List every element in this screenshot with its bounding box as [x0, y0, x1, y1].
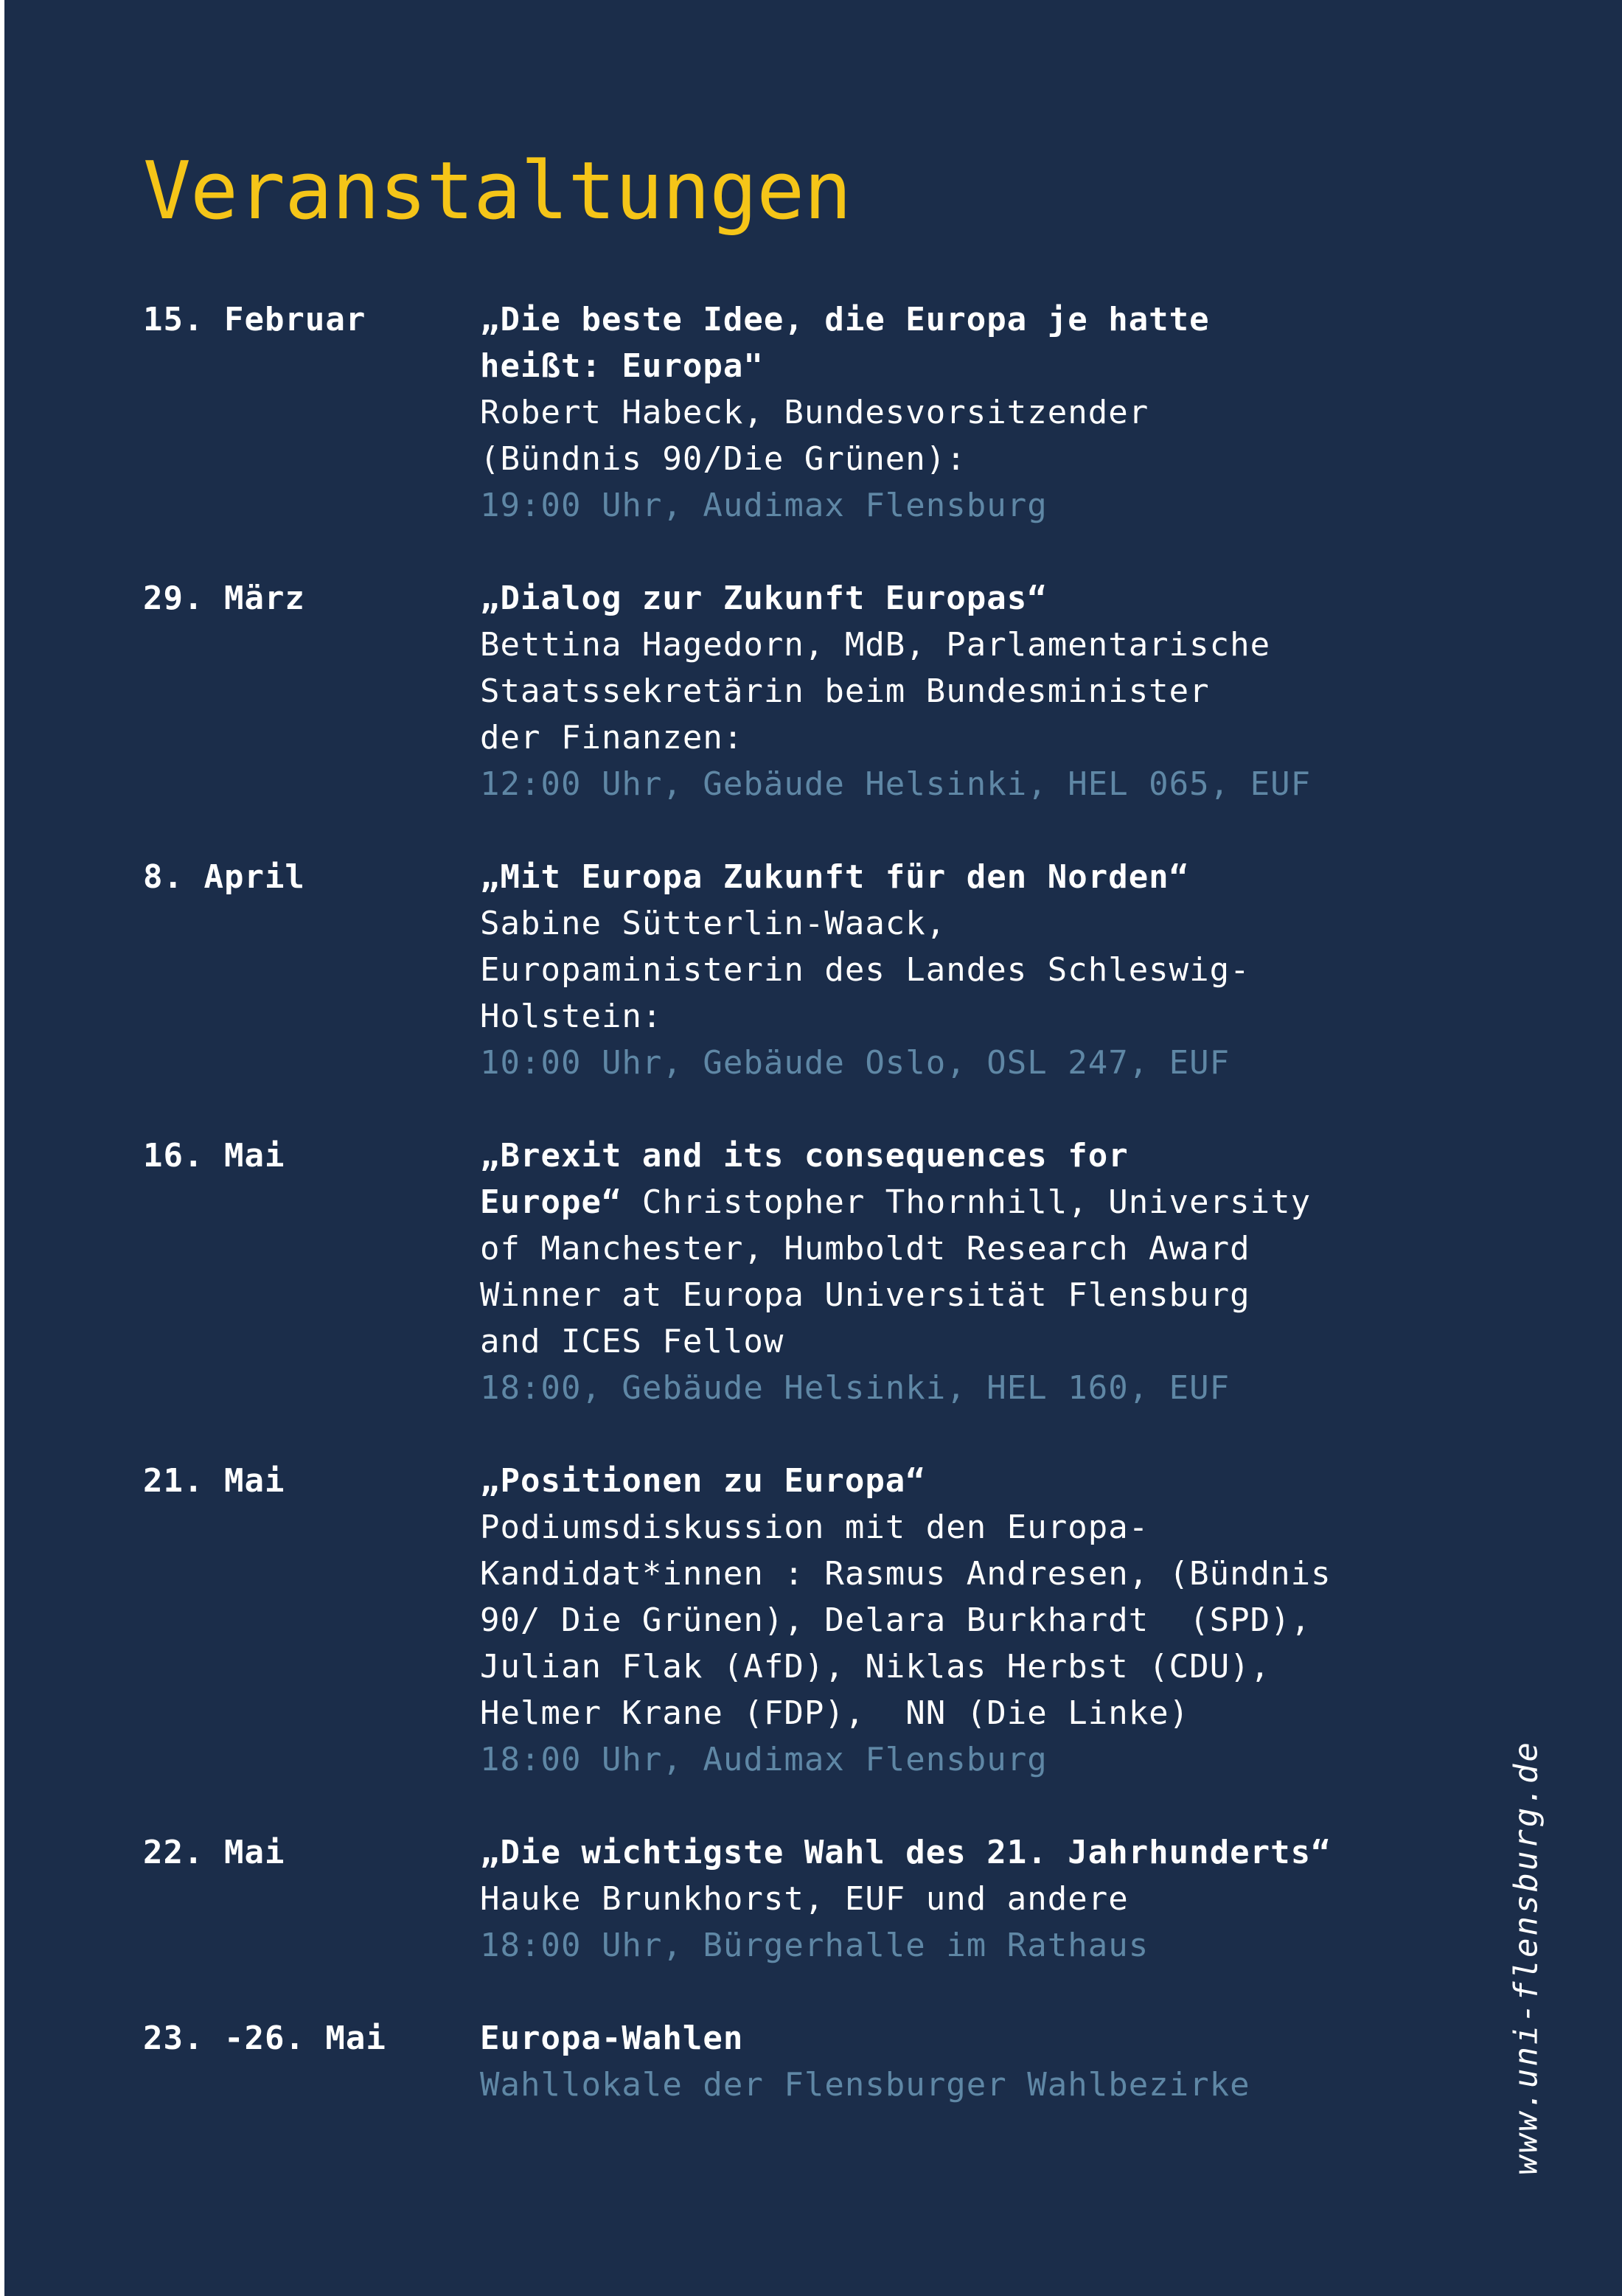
event-list	[143, 296, 1544, 2154]
event-speaker: Bettina Hagedorn, MdB, Parlamentarische	[480, 626, 1271, 664]
event-time-location: 19:00 Uhr, Audimax Flensburg	[480, 487, 1048, 524]
event-title: „Brexit and its consequences for	[480, 1137, 1129, 1175]
event-title: „Die wichtigste Wahl des 21. Jahrhunderts“	[480, 1834, 1332, 1871]
event-speaker: (Bündnis 90/Die Grünen):	[480, 440, 967, 478]
event-title: Europa-Wahlen	[480, 2020, 744, 2057]
event-item	[143, 1829, 1544, 1969]
website-vertical	[1508, 1722, 1544, 2194]
event-speaker: Europaministerin des Landes Schleswig-	[480, 951, 1250, 989]
event-speaker: der Finanzen:	[480, 719, 744, 756]
event-date: 21. Mai	[143, 1462, 285, 1500]
event-title: „Mit Europa Zukunft für den Norden“	[480, 858, 1190, 896]
event-speaker: Hauke Brunkhorst, EUF und andere	[480, 1880, 1129, 1918]
event-item	[143, 2015, 1544, 2108]
event-time-location: 12:00 Uhr, Gebäude Helsinki, HEL 065, EUF	[480, 765, 1312, 803]
event-date: 29. März	[143, 580, 305, 617]
event-speaker: Kandidat*innen : Rasmus Andresen, (Bündnis	[480, 1555, 1332, 1593]
event-item	[143, 575, 1544, 807]
event-speaker: Podiumsdiskussion mit den Europa-	[480, 1509, 1149, 1546]
event-date: 23. -26. Mai	[143, 2020, 386, 2057]
event-item	[143, 1133, 1544, 1411]
event-speaker: Holstein:	[480, 998, 663, 1035]
event-item	[143, 854, 1544, 1086]
event-title: heißt: Europa"	[480, 347, 764, 385]
event-time-location: 18:00 Uhr, Bürgerhalle im Rathaus	[480, 1927, 1149, 1964]
page-title: Veranstaltungen	[143, 145, 852, 237]
event-title: „Dialog zur Zukunft Europas“	[480, 580, 1048, 617]
event-date: 8. April	[143, 858, 305, 896]
event-speaker: 90/ Die Grünen), Delara Burkhardt (SPD),	[480, 1601, 1312, 1639]
event-speaker: Julian Flak (AfD), Niklas Herbst (CDU),	[480, 1648, 1271, 1686]
event-speaker: Robert Habeck, Bundesvorsitzender	[480, 394, 1149, 431]
event-time-location: 18:00 Uhr, Audimax Flensburg	[480, 1741, 1048, 1778]
event-speaker: Staatssekretärin beim Bundesminister	[480, 672, 1210, 710]
flyer-page	[4, 0, 1622, 2296]
event-time-location: Wahllokale der Flensburger Wahlbezirke	[480, 2066, 1250, 2104]
event-date: 15. Februar	[143, 301, 366, 338]
event-title-end: Europe“	[480, 1183, 622, 1221]
event-title: „Die beste Idee, die Europa je hatte	[480, 301, 1210, 338]
event-speaker: Christopher Thornhill, University	[622, 1183, 1312, 1221]
event-time-location: 10:00 Uhr, Gebäude Oslo, OSL 247, EUF	[480, 1044, 1231, 1082]
event-speaker: Sabine Sütterlin-Waack,	[480, 905, 947, 942]
event-speaker: Winner at Europa Universität Flensburg	[480, 1276, 1250, 1314]
event-speaker: and ICES Fellow	[480, 1323, 784, 1360]
website-url: www.uni-flensburg.de	[1507, 1740, 1545, 2175]
event-date: 16. Mai	[143, 1137, 285, 1175]
event-item	[143, 1458, 1544, 1783]
event-speaker: of Manchester, Humboldt Research Award	[480, 1230, 1250, 1267]
event-item	[143, 296, 1544, 529]
event-title-continued	[480, 1179, 1544, 1225]
event-time-location: 18:00, Gebäude Helsinki, HEL 160, EUF	[480, 1369, 1231, 1407]
event-speaker: Helmer Krane (FDP), NN (Die Linke)	[480, 1694, 1190, 1732]
event-date: 22. Mai	[143, 1834, 285, 1871]
event-title: „Positionen zu Europa“	[480, 1462, 926, 1500]
